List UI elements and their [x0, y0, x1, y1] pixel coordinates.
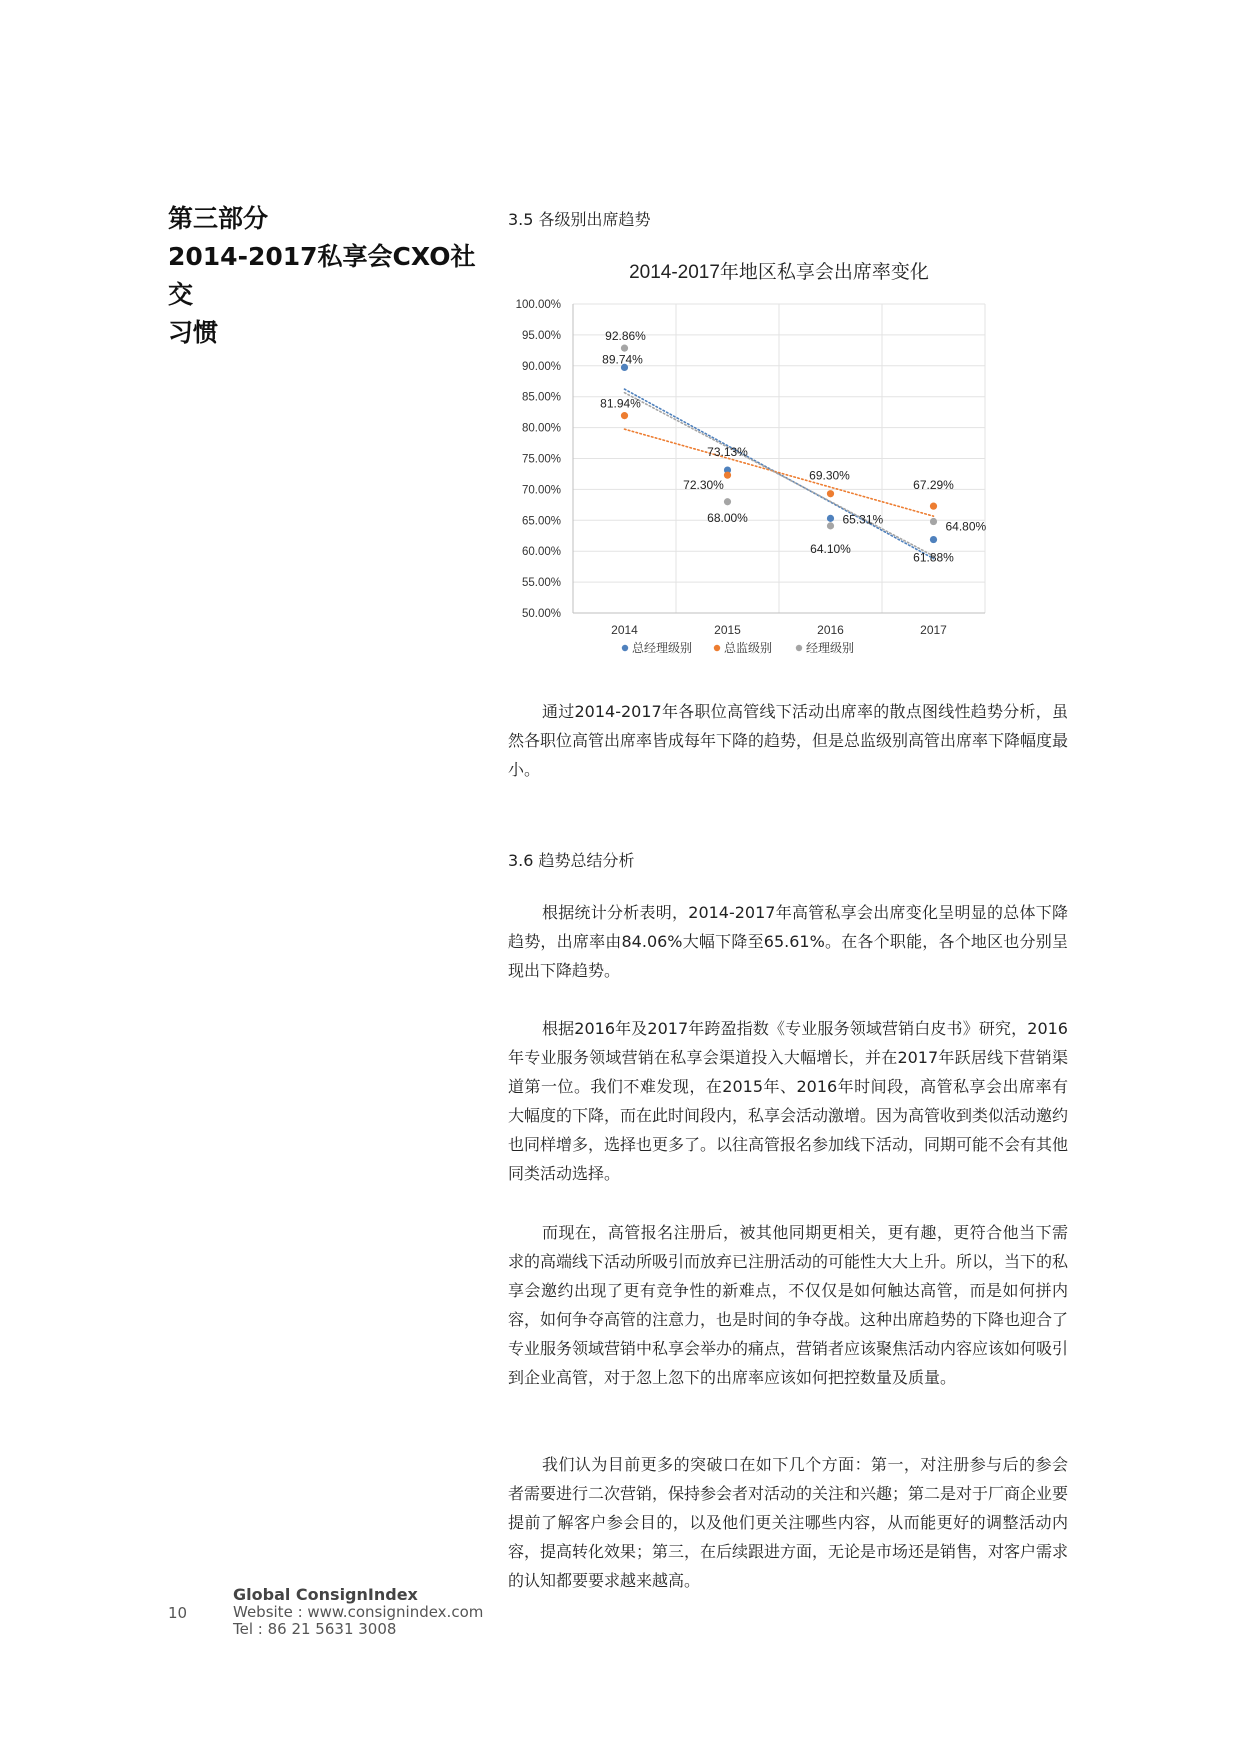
- section-3-5-paragraph: 通过2014-2017年各职位高管线下活动出席率的散点图线性趋势分析，虽然各职位高管出席率皆成每年下降的趋势，但是总监级别高管出席率下降幅度最小。: [508, 702, 1069, 779]
- data-point: [930, 518, 937, 525]
- data-point: [930, 503, 937, 510]
- legend-label: 总监级别: [724, 641, 773, 655]
- x-tick-label: 2017: [920, 623, 947, 637]
- y-tick-label: 100.00%: [515, 299, 561, 311]
- part-title: [168, 200, 488, 352]
- legend-marker: [796, 645, 802, 651]
- section-3-6-paragraph-4: 我们认为目前更多的突破口在如下几个方面：第一，对注册参与后的参会者需要进行二次营销，保持参会者对活动的关注和兴趣；第二是对于厂商企业要提前了解客户参会目的，以及他们更关注哪些内容，从而能更好的调整活动内容，提高转化效果；第三，在后续跟进方面，无论是市场还是销售，对客户需求的认知都要要求越来越高。: [508, 1455, 1069, 1590]
- y-tick-label: 50.00%: [521, 608, 561, 620]
- legend-label: 经理级别: [806, 641, 855, 655]
- data-point: [930, 536, 937, 543]
- y-tick-label: 55.00%: [521, 577, 561, 590]
- x-tick-label: 2014: [611, 623, 638, 637]
- data-label: 67.29%: [913, 478, 954, 493]
- part-title-line2: 2014-2017私享会CXO社交: [168, 242, 476, 309]
- data-label: 65.31%: [842, 512, 884, 527]
- y-tick-label: 85.00%: [521, 391, 561, 404]
- x-tick-label: 2015: [714, 623, 741, 637]
- part-title-line1: 第三部分: [168, 204, 269, 233]
- data-point: [827, 522, 834, 529]
- data-point: [621, 412, 628, 419]
- section-3-6-paragraph-3: 而现在，高管报名注册后，被其他同期更相关，更有趣，更符合他当下需求的高端线下活动所吸引而放弃已注册活动的可能性大大上升。所以，当下的私享会邀约出现了更有竞争性的新难点，不仅仅是如何触达高管，而是如何拼内容，如何争夺高管的注意力，也是时间的争夺战。这种出席趋势的下降也迎合了专业服务领域营销中私享会举办的痛点，营销者应该聚焦活动内容应该如何吸引到企业高管，对于忽上忽下的出席率应该如何把控数量及质量。: [508, 1223, 1069, 1387]
- data-point: [724, 472, 731, 479]
- data-label: 64.80%: [945, 519, 987, 534]
- data-point: [827, 490, 834, 497]
- chart-title: 2014-2017年地区私享会出席率变化: [629, 262, 929, 283]
- section-3-6-paragraph-2: 根据2016年及2017年跨盈指数《专业服务领域营销白皮书》研究，2016年专业服务领域营销在私享会渠道投入大幅增长，并在2017年跃居线下营销渠道第一位。我们不难发现，在2015年、2016年时间段，高管私享会出席率有大幅度的下降，而在此时间段内，私享会活动激增。因为高管收到类似活动邀约也同样增多，选择也更多了。以往高管报名参加线下活动，同期可能不会有其他同类活动选择。: [508, 1019, 1069, 1183]
- y-tick-label: 60.00%: [521, 546, 561, 559]
- data-label: 69.30%: [809, 468, 850, 483]
- data-point: [827, 515, 834, 522]
- data-label: 64.10%: [810, 541, 851, 556]
- data-point: [621, 345, 628, 352]
- y-tick-label: 80.00%: [521, 422, 561, 435]
- data-label: 68.00%: [707, 510, 748, 525]
- footer-contact: [233, 1586, 483, 1638]
- part-title-line3: 习惯: [168, 318, 219, 347]
- data-label: 89.74%: [602, 352, 643, 367]
- section-3-6-paragraph-1: 根据统计分析表明，2014-2017年高管私享会出席变化呈明显的总体下降趋势，出席率由84.06%大幅下降至65.61%。在各个职能，各个地区也分别呈现出下降趋势。: [508, 903, 1068, 980]
- x-tick-label: 2016: [817, 623, 844, 637]
- footer-website: Website : www.consignindex.com: [233, 1603, 484, 1621]
- data-label: 81.94%: [600, 396, 641, 411]
- legend-marker: [622, 645, 628, 651]
- data-label: 72.30%: [683, 478, 724, 493]
- data-label: 92.86%: [605, 329, 646, 344]
- footer-tel: Tel : 86 21 5631 3008: [233, 1620, 397, 1638]
- data-label: 61.88%: [913, 550, 954, 565]
- legend-label: 总经理级别: [632, 641, 693, 655]
- page-number: 10: [168, 1604, 188, 1622]
- legend-marker: [714, 645, 720, 651]
- y-tick-label: 70.00%: [521, 484, 561, 497]
- y-tick-label: 75.00%: [521, 453, 561, 466]
- footer-brand: Global ConsignIndex: [233, 1585, 418, 1604]
- attendance-scatter-chart: [505, 250, 1025, 680]
- section-3-5-heading: 3.5 各级别出席趋势: [508, 210, 651, 229]
- section-3-6-heading: 3.6 趋势总结分析: [508, 851, 635, 870]
- data-label: 73.13%: [707, 445, 748, 460]
- y-tick-label: 65.00%: [521, 515, 561, 528]
- y-tick-label: 95.00%: [521, 329, 561, 342]
- data-point: [724, 498, 731, 505]
- y-tick-label: 90.00%: [521, 360, 561, 373]
